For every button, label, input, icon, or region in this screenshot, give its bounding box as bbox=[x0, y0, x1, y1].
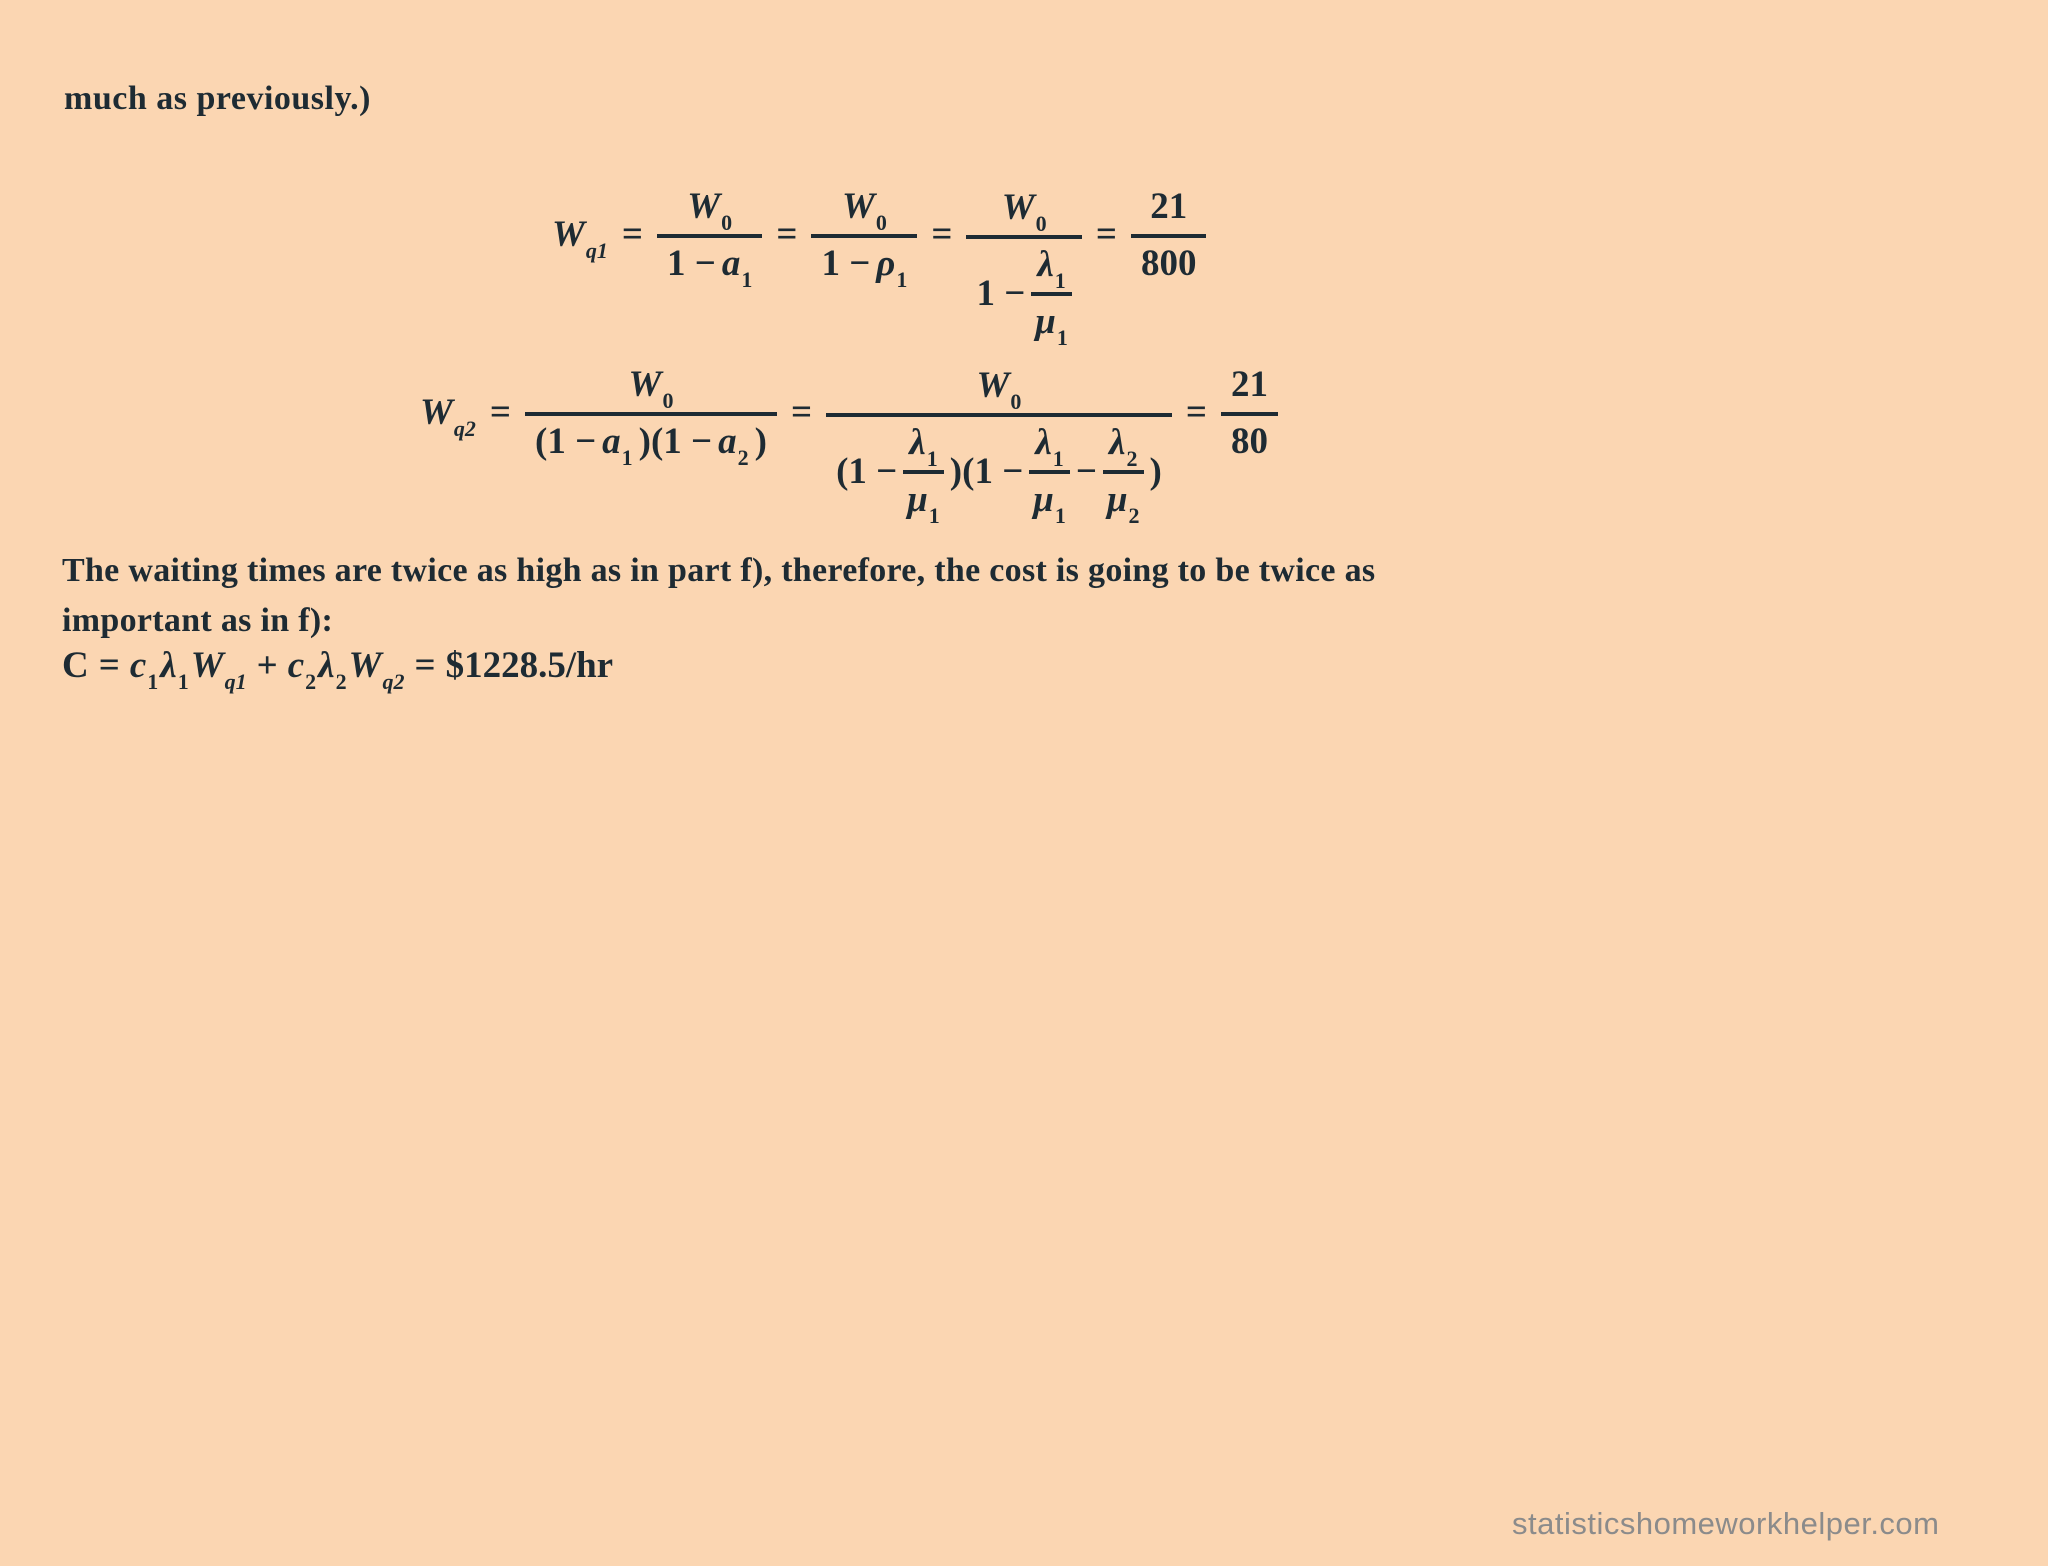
mu1-symbol: μ bbox=[1035, 301, 1056, 342]
w-symbol: W bbox=[552, 214, 585, 255]
intro-text: much as previously.) bbox=[64, 80, 371, 117]
fraction-w0-over-1-minus-a1-1-minus-a2 bbox=[525, 363, 777, 470]
fraction-bar bbox=[657, 234, 762, 238]
result-denominator-value: 80 bbox=[1230, 420, 1268, 462]
w0-symbol: W bbox=[1001, 187, 1035, 228]
watermark-text: statisticshomeworkhelper.com bbox=[1512, 1506, 1940, 1541]
lambda2-symbol: λ bbox=[1109, 422, 1126, 463]
lambda1-symbol: λ bbox=[909, 422, 926, 463]
equals-sign: = bbox=[931, 214, 953, 255]
numerator bbox=[905, 421, 941, 471]
result-numerator-value: 21 bbox=[1150, 185, 1188, 227]
w0-subscript: 0 bbox=[875, 209, 887, 235]
fraction-w0-over-1-minus-lambda1-mu1 bbox=[966, 186, 1081, 350]
lambda1-symbol: λ bbox=[1037, 244, 1054, 285]
fraction-w0-over-utilization-product bbox=[826, 364, 1172, 528]
w0-subscript: 0 bbox=[1035, 211, 1047, 236]
mu1-symbol: μ bbox=[907, 479, 928, 520]
numerator bbox=[1105, 421, 1141, 471]
w0-subscript: 0 bbox=[1010, 389, 1022, 414]
wq2-subscript: q2 bbox=[453, 416, 476, 441]
wq1-subscript: q1 bbox=[585, 238, 608, 263]
fraction-lambda2-over-mu2 bbox=[1103, 421, 1144, 528]
equals-sign: = bbox=[1185, 392, 1207, 433]
equals-sign: = bbox=[790, 392, 813, 433]
one-minus-text: 1 − bbox=[821, 242, 871, 284]
lambda1-symbol: λ bbox=[1035, 422, 1052, 463]
mu1-symbol: μ bbox=[1033, 479, 1054, 520]
equals-sign: = bbox=[414, 645, 436, 686]
mu2-subscript: 2 bbox=[1128, 503, 1140, 528]
fraction-bar bbox=[1131, 234, 1207, 238]
lambda-symbol: λ bbox=[318, 645, 335, 686]
c2-subscript: 2 bbox=[305, 669, 317, 694]
c-symbol: c bbox=[129, 645, 147, 686]
close-paren-text: ) bbox=[754, 420, 767, 462]
equals-sign: = bbox=[489, 392, 511, 433]
denominator bbox=[525, 420, 777, 470]
close-open-one-minus-text: )(1 − bbox=[638, 420, 713, 462]
denominator bbox=[1131, 242, 1207, 285]
w-symbol: W bbox=[420, 392, 453, 433]
w-symbol: W bbox=[190, 645, 224, 686]
open-one-minus-text: (1 − bbox=[535, 420, 597, 462]
numerator bbox=[1031, 421, 1067, 471]
fraction-bar bbox=[1103, 470, 1144, 474]
c-symbol: c bbox=[287, 645, 305, 686]
c-total-symbol: C bbox=[62, 645, 89, 686]
fraction-bar bbox=[826, 413, 1172, 417]
fraction-w0-over-1-minus-a1 bbox=[657, 185, 762, 292]
a2-subscript: 2 bbox=[737, 444, 749, 470]
numerator bbox=[967, 364, 1032, 414]
w0-subscript: 0 bbox=[662, 387, 674, 413]
equals-sign: = bbox=[98, 645, 120, 686]
wq1-symbol bbox=[552, 213, 608, 263]
fraction-bar bbox=[1031, 292, 1072, 296]
equals-sign: = bbox=[621, 214, 643, 255]
denominator bbox=[657, 242, 762, 292]
w0-symbol: W bbox=[841, 185, 875, 227]
wq2-symbol bbox=[420, 391, 476, 441]
result-fraction-21-over-800 bbox=[1131, 185, 1207, 285]
w0-symbol: W bbox=[687, 185, 721, 227]
wq2-symbol bbox=[348, 644, 405, 694]
denominator bbox=[966, 243, 1081, 350]
result-fraction-21-over-80 bbox=[1221, 363, 1278, 463]
lambda1-symbol bbox=[160, 644, 189, 694]
paragraph-line-2: important as in f): bbox=[62, 602, 334, 639]
lambda2-symbol bbox=[318, 644, 347, 694]
body-paragraph bbox=[62, 546, 1622, 646]
a1-symbol: a bbox=[602, 420, 621, 462]
denominator bbox=[811, 242, 917, 292]
mu2-symbol: μ bbox=[1106, 479, 1128, 520]
numerator bbox=[992, 186, 1057, 236]
numerator bbox=[1140, 185, 1197, 228]
plus-sign: + bbox=[256, 645, 278, 686]
lambda-symbol: λ bbox=[160, 645, 177, 686]
fraction-lambda1-over-mu1 bbox=[1029, 421, 1070, 528]
cost-result-value: $1228.5/hr bbox=[445, 645, 614, 686]
wq1-subscript: q1 bbox=[224, 669, 247, 694]
fraction-w0-over-1-minus-rho1 bbox=[811, 185, 917, 292]
w0-symbol: W bbox=[976, 365, 1010, 406]
w0-symbol: W bbox=[628, 363, 662, 405]
c1-subscript: 1 bbox=[147, 669, 159, 694]
result-numerator-value: 21 bbox=[1230, 363, 1268, 405]
numerator bbox=[1033, 243, 1069, 293]
c1-symbol bbox=[129, 644, 159, 694]
lambda1-subscript: 1 bbox=[1054, 268, 1066, 293]
w-symbol: W bbox=[348, 645, 382, 686]
equation-cost bbox=[62, 644, 614, 694]
denominator bbox=[826, 421, 1172, 528]
lambda1-subscript: 1 bbox=[926, 446, 938, 471]
equals-sign: = bbox=[1095, 214, 1117, 255]
lambda1-subscript: 1 bbox=[177, 669, 189, 694]
mu1-subscript: 1 bbox=[1054, 503, 1066, 528]
numerator bbox=[619, 363, 684, 413]
denominator bbox=[1029, 478, 1070, 528]
close-open-one-minus-text: )(1 − bbox=[949, 450, 1024, 492]
lambda2-subscript: 2 bbox=[1126, 446, 1138, 471]
a1-subscript: 1 bbox=[621, 444, 633, 470]
fraction-bar bbox=[811, 234, 917, 238]
a2-symbol: a bbox=[718, 420, 737, 462]
equals-sign: = bbox=[776, 214, 798, 255]
fraction-lambda1-over-mu1 bbox=[903, 421, 944, 528]
fraction-bar bbox=[966, 235, 1081, 239]
mu1-subscript: 1 bbox=[928, 503, 940, 528]
paragraph-line-1: The waiting times are twice as high as in part f), therefore, the cost is going to be twice as bbox=[62, 552, 1376, 589]
lambda2-subscript: 2 bbox=[335, 669, 347, 694]
minus-sign: − bbox=[1075, 450, 1097, 492]
rho1-subscript: 1 bbox=[896, 266, 908, 292]
one-minus-text: 1 − bbox=[976, 272, 1026, 314]
mu1-subscript: 1 bbox=[1056, 325, 1068, 350]
fraction-bar bbox=[525, 412, 777, 416]
rho1-symbol: ρ bbox=[876, 242, 896, 284]
a1-subscript: 1 bbox=[741, 266, 753, 292]
wq2-subscript: q2 bbox=[382, 669, 405, 694]
equation-wq2 bbox=[420, 334, 1278, 528]
open-one-minus-text: (1 − bbox=[836, 450, 898, 492]
numerator bbox=[677, 185, 742, 235]
fraction-lambda1-over-mu1 bbox=[1031, 243, 1072, 350]
a1-symbol: a bbox=[721, 242, 741, 284]
one-minus-text: 1 − bbox=[667, 242, 716, 284]
denominator bbox=[1103, 478, 1144, 528]
wq1-symbol bbox=[190, 644, 247, 694]
result-denominator-value: 800 bbox=[1140, 242, 1197, 284]
fraction-bar bbox=[1221, 412, 1278, 416]
close-paren-text: ) bbox=[1149, 450, 1162, 492]
denominator bbox=[1221, 420, 1278, 463]
equation-wq1 bbox=[552, 156, 1206, 350]
c2-symbol bbox=[287, 644, 317, 694]
denominator bbox=[903, 478, 944, 528]
numerator bbox=[832, 185, 897, 235]
numerator bbox=[1221, 363, 1278, 406]
lambda1-subscript: 1 bbox=[1052, 446, 1064, 471]
w0-subscript: 0 bbox=[721, 209, 733, 235]
